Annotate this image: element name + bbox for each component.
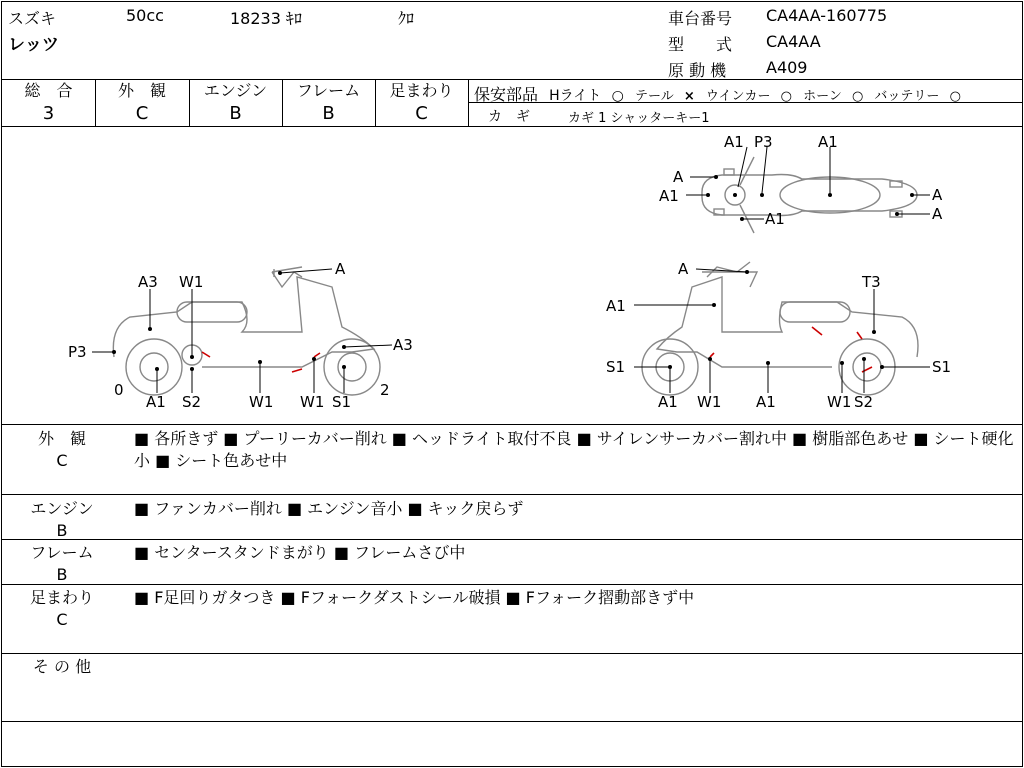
label-right-w1b: W1 [827,393,852,411]
safety-parts: 保安部品 Hライト ○ テール × ウインカー ○ ホーン ○ バッテリー ○ [474,85,961,104]
notes-engine-category: エンジン B [30,499,94,540]
notes-suspension-category: 足まわり C [29,588,94,629]
color: ｸﾛ [398,9,415,28]
key-value: カギ 1 シャッターキー1 [568,111,710,126]
label-right-s1b: S1 [932,358,952,376]
notes-suspension-text: ■ F足回りガタつき ■ Fフォークダストシール破損 ■ Fフォーク摺動部きず中 [134,588,695,607]
notes-exterior [2,428,1022,494]
notes-frame-text: ■ センタースタンドまがり ■ フレームさび中 [134,543,466,562]
label-left-a3b: A3 [393,336,413,354]
notes-other-category: そ の 他 [32,657,92,676]
notes-frame [2,542,1022,582]
label-top-a1c: A1 [659,187,679,205]
maker: スズキ [8,9,57,28]
label-top-a-right2: A [932,205,943,223]
label-top-a-right: A [932,186,943,204]
label-left-0: 0 [114,381,124,399]
model-name: レッツ [8,35,59,55]
frame-no-label: 車台番号 [668,9,733,28]
label-right-s2: S2 [854,393,874,411]
label-left-p3: P3 [68,343,87,361]
label-right-a1c: A1 [756,393,776,411]
label-right-a1: A1 [606,297,626,315]
grade-exterior: 外 観 C [117,81,166,124]
mileage: 18233 ｷﾛ [230,9,302,28]
label-top-a: A [673,168,684,186]
frame-no: CA4AA-160775 [766,6,888,25]
notes-engine [2,498,1022,538]
grade-engine: エンジン B [203,81,268,124]
notes-suspension [2,587,1022,651]
label-top-p3: P3 [754,133,773,151]
label-left-a1: A1 [146,393,166,411]
label-left-w1: W1 [179,273,204,291]
notes-exterior-category: 外 観 C [37,429,86,470]
label-left-w1c: W1 [300,393,325,411]
displacement: 50cc [126,6,164,25]
type: CA4AA [766,32,821,51]
type-label: 型 式 [668,35,733,54]
inspection-sheet [1,1,1023,767]
label-top-a1d: A1 [765,210,785,228]
label-left-s2: S2 [182,393,202,411]
grade-overall: 総 合 3 [24,81,73,124]
label-left-s1: S1 [332,393,352,411]
grade-frame: フレーム B [296,81,361,124]
label-left-w1b: W1 [249,393,274,411]
notes-frame-category: フレーム B [30,543,94,584]
notes-exterior-text: ■ 各所きず ■ プーリーカバー削れ ■ ヘッドライト取付不良 ■ サイレンサーカバー割れ中 ■ 樹脂部色あせ ■ シート硬化小 ■ シート色あせ中 [134,429,1014,470]
label-right-a1b: A1 [658,393,678,411]
label-right-a: A [678,260,689,278]
key-label: カ ギ [488,109,530,125]
label-left-a3: A3 [138,273,158,291]
notes-other [2,656,1022,720]
label-left-2: 2 [380,381,390,399]
label-right-s1: S1 [606,358,626,376]
notes-engine-text: ■ ファンカバー削れ ■ エンジン音小 ■ キック戻らず [134,499,524,518]
engine-model: A409 [766,58,808,77]
damage-diagram [2,127,1022,423]
grade-suspension: 足まわり C [389,81,454,124]
label-top-a1: A1 [724,133,744,151]
label-right-t3: T3 [862,273,881,291]
safety-label: 保安部品 [474,85,539,104]
label-right-w1: W1 [697,393,722,411]
engine-label: 原 動 機 [668,61,727,80]
label-top-a1b: A1 [818,133,838,151]
label-left-a: A [335,260,346,278]
